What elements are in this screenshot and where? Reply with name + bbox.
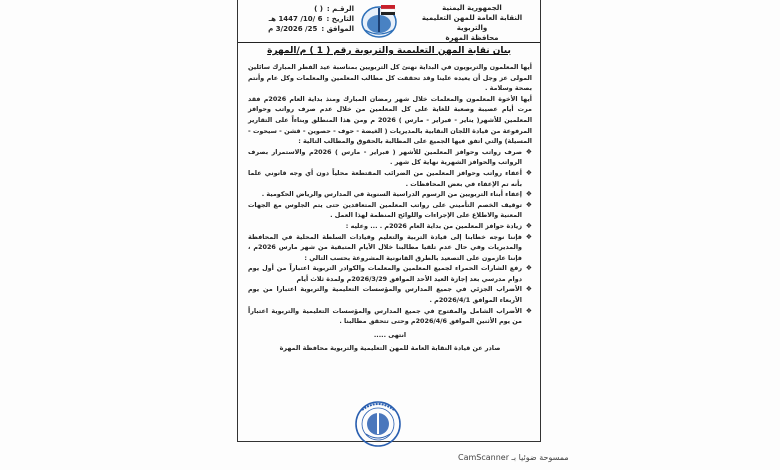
diamond-bullet-icon: ❖ [525,306,532,315]
diamond-bullet-icon: ❖ [525,168,532,177]
document-page [237,0,541,442]
greeting-paragraph: أيها المعلمون والتربويون في البداية نهنئ كل التربويين بمناسبة عيد الفطر المبارك سائلين المولى عز وجل أن يعيده علينا وقد تحققت كل مطالب المعلمين والمعلمات وكل عام وأنتم بصحة وسلامة . [248,63,532,93]
demand-text: توقيف الخصم التأميني على رواتب المعلمين المتعاقدين حتى يتم الجلوس مع الجهات المعنية والاطلاع على الإجراءات واللوائح المنظمة لهذا العمل . [248,200,522,220]
camscanner-watermark: ممسوحة ضوئيا بـ CamScanner [458,453,569,462]
demands-list [248,147,532,327]
demand-item [248,284,532,305]
demand-text: زيادة حوافز المعلمين من بداية العام 2026م . ... وعليه : [345,221,522,230]
diamond-bullet-icon: ❖ [525,190,532,199]
reference-block [254,4,354,34]
statement-title: بيان نقابة المهن التعليمية والتربوية رقم ( 1 ) م/المهرة [267,46,511,56]
demand-item [248,306,532,327]
issued-by-line: صادر عن قيادة النقابة العامة للمهن التعليمية والتربوية محافظة المهرة [279,344,501,353]
org-line-country: الجمهورية اليمنية [442,4,502,12]
official-stamp-icon [354,398,402,454]
demand-item [248,221,532,232]
org-line-governorate: محافظة المهرة [445,34,499,42]
demand-text: الأضراب الجزئي في جميع المدارس والمؤسسات التعليمية والتربوية اعتبارا من يوم الأربعاء الموافق 2026/4/1م . [248,285,522,305]
demand-text: الأضراب الشامل والمفتوح في جميع المدارس والمؤسسات التعليمية والتربوية اعتباراً من يوم الأثنين الموافق 2026/4/6م وحتى تتحقق مطالبنا . [248,306,522,326]
letterhead [238,0,540,43]
closing-text: انتهى ..... [373,330,407,339]
demand-item [248,263,532,284]
context-paragraph: أيها الأخوة المعلمون والمعلمات خلال شهر رمضان المبارك ومنذ بداية العام 2026م فقد مرت أيام عصيبة وصعبة للغاية على كل المعلمين من خلال عدم صرف رواتب وحوافز المعلمين للأشهر( يناير - فبراير - مارس ) 2026 م ومن هذا المنطلق وبناءاً على التقارير المرفوعة من قيادة اللجان النقابية بالمديريات ( الغيضة - حوف - حصوين - قشن - سيحوت - المسيلة) والتي اتفق فيها الجميع على المطالبة بالحقوق والمطالب التالية : [248,94,533,146]
ref-number-label: الرقـم : [326,5,354,13]
diamond-bullet-icon: ❖ [525,285,532,294]
demand-item [248,200,532,221]
diamond-bullet-icon: ❖ [525,200,532,209]
gregorian-date-value: 25/ 3/2026 م [268,25,318,33]
diamond-bullet-icon: ❖ [525,221,532,230]
demand-text: رفع الشارات الحمراء لجميع المعلمين والمعلمات والكوادر التربوية اعتباراً من أول يوم دوام مدرسي بعد إجازة العيد الأحد الموافق 2026/3/29م ولمدة ثلاث أيام [248,264,522,283]
demand-text: إعفاء أبناء التربويين من الرسوم الدراسية السنوية في المدارس والرياض الحكومية . [261,190,522,199]
demand-text: صرف رواتب وحوافز المعلمين للأشهر ( فبراير - مارس ) 2026م والاستمرار بصرف الرواتب والحوافز الشهرية نهاية كل شهر . [248,147,522,167]
demand-item [248,189,532,200]
ref-number-row [254,4,354,14]
demand-text: فإننا نوجه خطابنا إلى قيادة التربية والتعليم وقيادات السلطة المحلية في المحافظة والمديريات وفي حال عدم تلقيا مطالبنا خلال الأيام المتبقية من شهر مارس 2026م ، فإننا عازمون على التصعيد بالطرق القانونية المشروعة بحسب التالي : [248,232,522,262]
org-line-union: النقابة العامة للمهن التعليمية والتربوية [421,14,523,32]
demand-item [248,168,532,189]
diamond-bullet-icon: ❖ [525,232,532,241]
hijri-date-label: التاريخ : [326,15,354,23]
demand-item [248,232,532,264]
hijri-date-value: 6 /10/ 1447 هـ [268,15,323,23]
gregorian-date-row [254,24,354,34]
ref-number-value: ( ) [314,5,323,13]
diamond-bullet-icon: ❖ [525,147,532,156]
diamond-bullet-icon: ❖ [525,264,532,273]
hijri-date-row [254,14,354,24]
demand-text: أعفاء رواتب وحوافز المعلمين من الضرائب المقتطعة محلياً دون أي وجه قانوني علما بأنه تم الإعفاء في بعض المحافظات . [248,168,522,188]
demand-item [248,147,532,168]
gregorian-date-label: الموافق : [321,25,354,33]
union-logo-icon [359,2,399,40]
statement-body [248,62,532,354]
organization-block [412,3,532,43]
